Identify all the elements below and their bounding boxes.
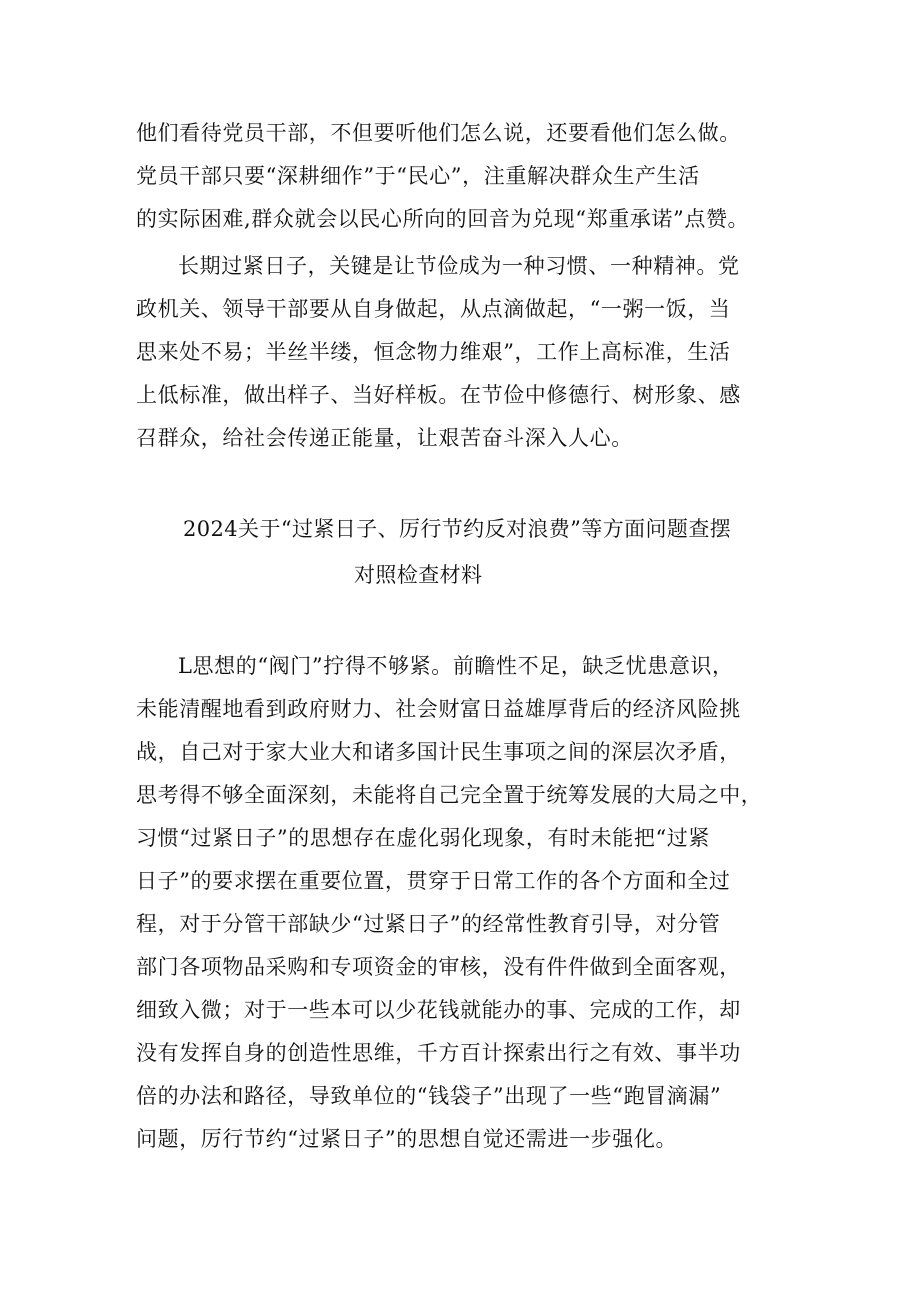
document-title-line-1: 2024关于“过紧日子、厉行节约反对浪费”等方面问题查摆 xyxy=(183,517,732,541)
paragraph-2-line-3: 思来处不易；半丝半缕，恒念物力维艰”，工作上高标准，生活 xyxy=(136,340,731,364)
paragraph-3-line-12: 问题，厉行节约“过紧日子”的思想自觉还需进一步强化。 xyxy=(136,1127,678,1151)
paragraph-1-line-3: 的实际困难,群众就会以民心所向的回音为兑现“郑重承诺”点赞。 xyxy=(136,207,750,231)
paragraph-3-line-8: 部门各项物品采购和专项资金的审核，没有件件做到全面客观， xyxy=(136,955,741,979)
paragraph-3-line-10: 没有发挥自身的创造性思维，千方百计探索出行之有效、事半功 xyxy=(136,1041,741,1065)
paragraph-2-line-4: 上低标准，做出样子、当好样板。在节俭中修德行、树形象、感 xyxy=(136,383,741,407)
paragraph-3-line-1: L思想的“阀门”拧得不够紧。前瞻性不足，缺乏忧患意识， xyxy=(178,654,734,678)
paragraph-3-line-9: 细致入微；对于一些本可以少花钱就能办的事、完成的工作，却 xyxy=(136,998,741,1022)
paragraph-3-line-5: 习惯“过紧日子”的思想存在虚化弱化现象，有时未能把“过紧 xyxy=(136,826,711,850)
paragraph-3-line-4: 思考得不够全面深刻，未能将自己完全置于统筹发展的大局之中， xyxy=(136,783,763,807)
paragraph-2-line-1: 长期过紧日子，关键是让节俭成为一种习惯、一种精神。党 xyxy=(178,254,740,278)
paragraph-2-line-2: 政机关、领导干部要从自身做起，从点滴做起，“一粥一饭，当 xyxy=(136,297,731,321)
paragraph-3-line-2: 未能清醒地看到政府财力、社会财富日益雄厚背后的经济风险挑 xyxy=(136,697,741,721)
paragraph-1-line-1: 他们看待党员干部，不但要听他们怎么说，还要看他们怎么做。 xyxy=(136,121,741,145)
paragraph-2-line-5: 召群众，给社会传递正能量，让艰苦奋斗深入人心。 xyxy=(136,426,633,450)
paragraph-3-line-11: 倍的办法和路径，导致单位的“钱袋子”出现了一些“跑冒滴漏” xyxy=(136,1084,722,1108)
paragraph-3-line-6: 日子”的要求摆在重要位置，贯穿于日常工作的各个方面和全过 xyxy=(136,869,731,893)
paragraph-3-line-3: 战，自己对于家大业大和诸多国计民生事项之间的深层次矛盾， xyxy=(136,740,741,764)
paragraph-3-line-7: 程，对于分管干部缺少“过紧日子”的经常性教育引导，对分管 xyxy=(136,912,721,936)
paragraph-1-line-2: 党员干部只要“深耕细作”于“民心”，注重解决群众生产生活 xyxy=(136,164,700,188)
document-title-line-2: 对照检查材料 xyxy=(354,563,483,587)
